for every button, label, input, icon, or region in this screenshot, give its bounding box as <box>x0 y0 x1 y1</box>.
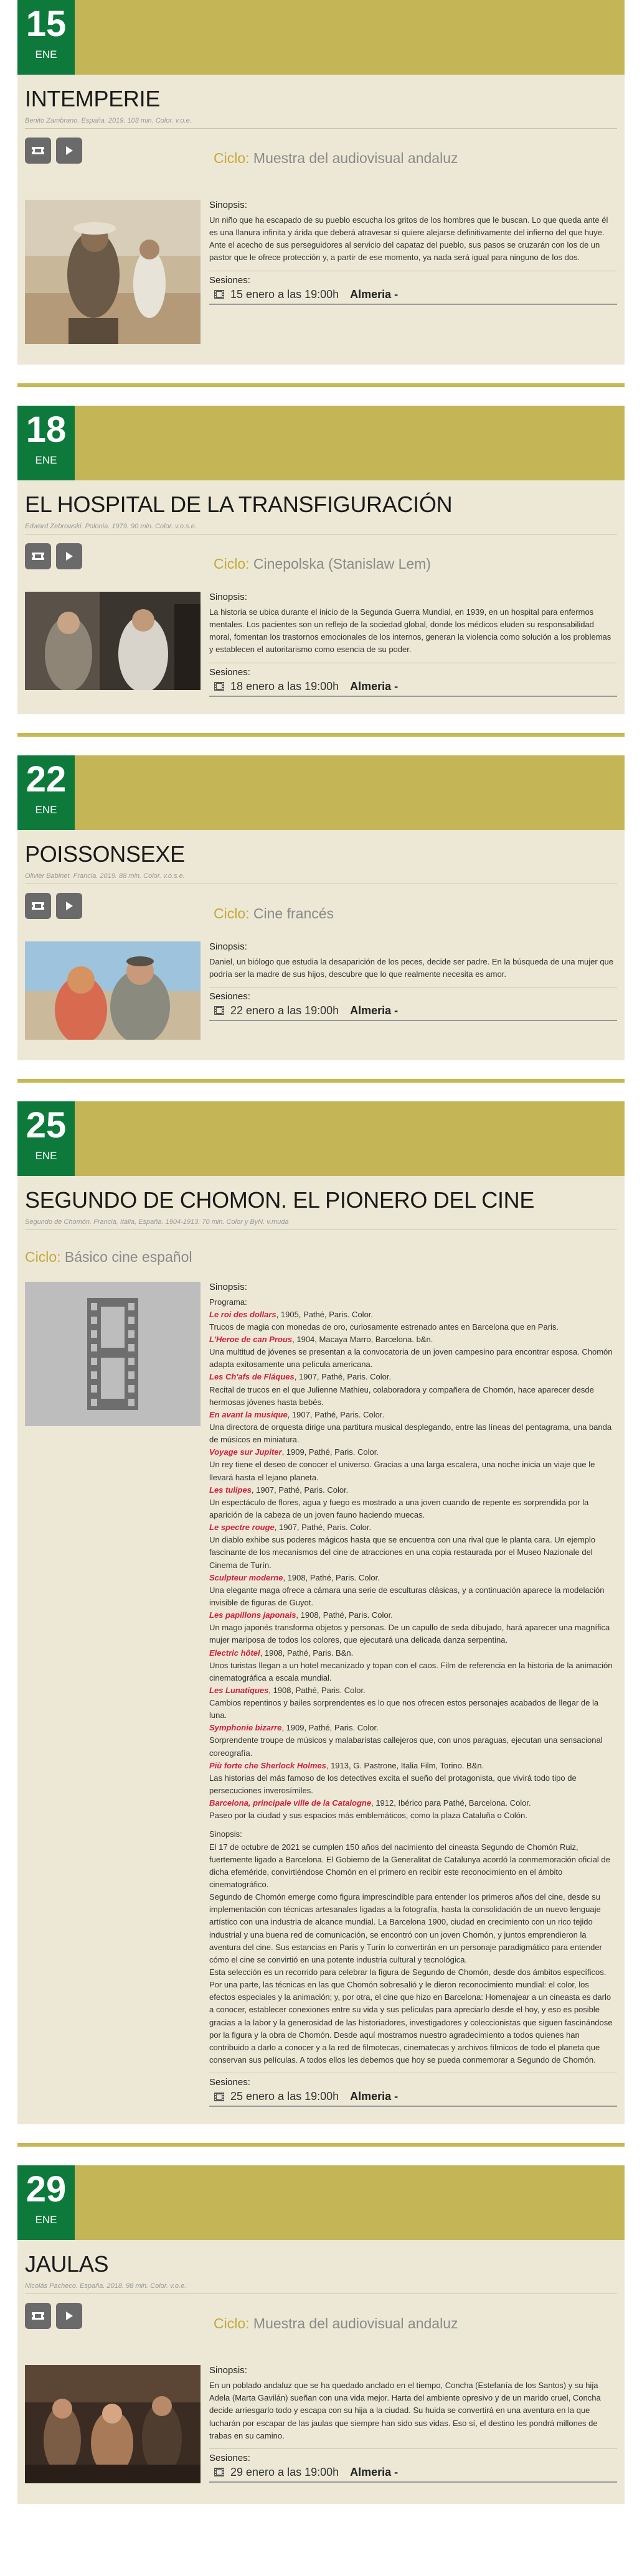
programa-item <box>209 1722 617 1759</box>
separator <box>17 1079 625 1083</box>
film-title: INTEMPERIE <box>25 86 161 111</box>
ticket-button[interactable] <box>25 138 51 164</box>
programa-details: , 1907, Pathé, Paris. Color. <box>287 1409 385 1419</box>
session-date: 29 enero a las 19:00h <box>230 2465 339 2478</box>
programa-item-line <box>209 1309 617 1321</box>
programa-title[interactable]: Più forte che Sherlock Holmes <box>209 1760 326 1770</box>
programa-item <box>209 1446 617 1483</box>
month-label: ENE <box>35 2214 57 2226</box>
film-thumbnail[interactable] <box>25 941 201 1043</box>
programa-details: , 1905, Pathé, Paris. Color. <box>276 1309 374 1319</box>
sinopsis-text: La historia se ubica durante el inicio de la Segunda Guerra Mundial, en 1939, en un hospital para enfermos mentales. Los pacientes son un reflejo de la sociedad global, donde los médicos eluden su responsabilidad moral, fomentan los trastornos emocionales de los internos, generan la violencia como solución a los problemas y establecen el autoritarismo como esencia de su poder. <box>209 607 611 655</box>
film-body <box>17 164 625 347</box>
programa-description: Un diablo exhibe sus poderes mágicos hasta que se encuentra con una rival que le planta cara. Un ejemplo fascinante de los mecanismos del cine de atracciones en una copia restaurada por el Museo Nazionale del Cinema de Turín. <box>209 1535 596 1570</box>
ciclo-name: Básico cine español <box>64 1248 192 1265</box>
play-icon <box>65 551 73 561</box>
programa-description: Una directora de orquesta dirige una partitura musical desplegando, entre las líneas del pentagrama, una banda de músicos en miniatura. <box>209 1422 612 1445</box>
programa-item-line <box>209 1684 617 1697</box>
sinopsis-heading: Sinopsis: <box>209 941 247 952</box>
ciclo <box>214 556 431 572</box>
play-button[interactable] <box>56 2303 82 2329</box>
ticket-button[interactable] <box>25 2303 51 2329</box>
sinopsis-text: En un poblado andaluz que se ha quedado anclado en el tiempo, Concha (Estefanía de los Santos) y su hija Adela (Marta Gavilán) sueñan con una vida mejor. Harta del ambiente opresivo y de un marido cruel, Concha decide arriesgarlo todo y escapa con su hija a la ciudad. Su huida se convertirá en una aventura en la que lucharán por escapar de las jaulas que siempre han sido sus vidas. Eso sí, el destino les pondrá millones de trabas en su camino. <box>209 2381 601 2440</box>
day-number: 22 <box>26 758 67 800</box>
programa-details: , 1908, Pathé, Paris. Color. <box>268 1685 366 1695</box>
ciclo-label: Ciclo: <box>214 556 250 572</box>
programa-item <box>209 1572 617 1609</box>
action-icons <box>17 129 625 164</box>
film-meta: Nicolás Pacheco. España. 2018. 98 min. Color. v.o.e. <box>25 2277 617 2294</box>
programa-description: Unos turistas llegan a un hotel mecanizado y topan con el caos. Film de referencia en la historia de la animación cinematográfica a escala mundial. <box>209 1660 613 1682</box>
film-icon <box>214 290 224 299</box>
programa-title[interactable]: Les Ch'afs de Fláques <box>209 1372 295 1382</box>
programa-details: , 1913, G. Pastrone, Italia Film, Torino. B&n. <box>326 1760 484 1770</box>
programa-description: Un mago japonés transforma objetos y personas. De un capullo de seda dibujado, hará aparecer una magnífica mujer mariposa de todos los colores, que ejecutará una delicada danza serpentina. <box>209 1623 610 1645</box>
programa-item-line <box>209 1572 617 1584</box>
film-content <box>209 200 617 347</box>
programa-description: Cambios repentinos y bailes sorprendentes es lo que nos ofrecen estos personajes acabados de llegar de la luna. <box>209 1698 599 1720</box>
ciclo-name: Cinepolska (Stanislaw Lem) <box>253 556 431 572</box>
ciclo-name: Muestra del audiovisual andaluz <box>253 2315 458 2332</box>
day-number: 29 <box>26 2169 67 2210</box>
film-meta: Edward Zebrowski. Polonia. 1979. 90 min. Color. v.o.s.e. <box>25 518 617 534</box>
day-number: 25 <box>26 1104 67 1146</box>
separator <box>17 2143 625 2147</box>
programa-item-line <box>209 1521 617 1534</box>
film-content <box>209 592 617 697</box>
ticket-icon <box>31 146 45 155</box>
ciclo-name: Muestra del audiovisual andaluz <box>253 150 458 166</box>
session-venue: Almeria - <box>350 2090 399 2103</box>
programa-title[interactable]: Sculpteur moderne <box>209 1572 283 1582</box>
action-icons <box>17 534 625 572</box>
month-label: ENE <box>35 803 57 816</box>
still-image <box>25 2365 201 2483</box>
film-body <box>17 569 625 697</box>
ciclo <box>17 1230 625 1266</box>
session-row[interactable] <box>209 678 617 697</box>
programa-description: Una elegante maga ofrece a cámara una serie de esculturas clásicas, y a continuación aparece la modelación invisible de figuras de Guyot. <box>209 1585 605 1607</box>
programa-details: , 1912, Ibérico para Pathé, Barcelona. Color. <box>371 1798 531 1808</box>
ciclo <box>214 905 334 922</box>
sinopsis-text: Un niño que ha escapado de su pueblo escucha los gritos de los hombres que le buscan. Lo que queda ante él es una llanura infinita y árida que deberá atravesar si quiere alejarse definitivamente del infierno del que huye. Ante el acecho de sus perseguidores al servicio del capataz del pueblo, sus pasos se cruzarán con los de un pastor que le ofrece protección y, a partir de ese momento, ya nada será igual para ninguno de los dos. <box>209 215 608 263</box>
programa-description: Un rey tiene el deseo de conocer el universo. Gracias a una larga escalera, una noche inicia un viaje que le llevará hasta el lejano planeta. <box>209 1460 595 1482</box>
programa-title[interactable]: Barcelona, principale ville de la Catalogne <box>209 1798 372 1808</box>
play-button[interactable] <box>56 138 82 164</box>
ticket-button[interactable] <box>25 543 51 569</box>
programa-item <box>209 1484 617 1521</box>
film-icon <box>214 2468 224 2476</box>
session-venue: Almeria - <box>350 2465 399 2478</box>
session-row[interactable] <box>209 1002 617 1021</box>
programa-item <box>209 1521 617 1572</box>
programa-item <box>209 1371 617 1408</box>
programa-description: Trucos de magia con monedas de oro, curiosamente estrenado antes en Barcelona que en Paris. <box>209 1322 559 1332</box>
film-card <box>17 406 625 714</box>
sesiones-heading: Sesiones: <box>209 2077 250 2088</box>
programa-title[interactable]: Symphonie bizarre <box>209 1723 282 1733</box>
programa-description: Las historias del más famoso de los detectives excita el sueño del protagonista, que vivirá todo tipo de persecuciones inverosímiles. <box>209 1773 577 1796</box>
programa-item-line <box>209 1484 617 1496</box>
programa-item-line <box>209 1371 617 1383</box>
programa-title[interactable]: Electric hôtel <box>209 1648 260 1658</box>
session-date: 15 enero a las 19:00h <box>230 287 339 301</box>
sinopsis-text: El 17 de octubre de 2021 se cumplen 150 años del nacimiento del cineasta Segundo de Chomón Ruiz, fuertemente ligado a Barcelona. El Gobierno de la Generalitat de Catalunya acordó la conmemoración oficial de dicha efeméride, convirtiéndose Chomón en el primero en recibir este reconocimiento en el ámbito cinematográfico. Segundo de Chomón emerge como figura imprescindible para entender los primeros años del cine, desde su implementación con técnicas artesanales ligadas a la fotografía, hasta la consolidación de un nuevo lenguaje artístico con una industria de alcance mundial. La Barcelona 1900, ciudad en crecimiento con un rico tejido industrial y una buena red de comunicación, se encontró con un joven Chomón, y juntos emprendieron la aventura del cine. Sus estancias en París y Turín lo convertirán en un personaje paradigmático para entender cómo el cine se convirtió en una potente industria cultural y tecnológica. Esta selección es un recorrido para celebrar la figura de Segundo de Chomón, desde dos ámbitos específicos. Por una parte, las técnicas en las que Chomón sobresalió y le dieron reconocimiento mundial: el color, los efectos especiales y la animación; y, por otra, el cine que hizo en Barcelona: Homenajear a un cineasta es darlo a conocer, establecer conexiones entre su vida y sus películas para apreciarlo desde el hoy, y eso es posible gracias a la labor y la generosidad de las historiadores, investigadores y coleccionistas que siguen fascinándose por la figura y la obra de Chomón. Desde aquí mostramos nuestro agradecimiento a todos quienes han contribuido a darlo a conocer y a la red de filmotecas, cinematecas y archivos fílmicos de todo el planeta que conservan sus películas. A todos ellos les debemos que hoy se pueda conmemorar a Segundo de Chomón. <box>209 1842 613 2065</box>
programa-item <box>209 1760 617 1797</box>
film-card <box>17 2165 625 2504</box>
programa-details: , 1909, Pathé, Paris. Color. <box>281 1447 379 1457</box>
sinopsis-heading: Sinopsis: <box>209 200 247 210</box>
film-body <box>17 1266 625 2107</box>
ticket-icon <box>31 552 45 561</box>
session-row[interactable] <box>209 286 617 305</box>
programa-item-line <box>209 1760 617 1772</box>
film-title: SEGUNDO DE CHOMON. EL PIONERO DEL CINE <box>25 1187 535 1213</box>
programa-label: Programa: <box>209 1297 247 1307</box>
date-box <box>17 406 75 480</box>
film-icon <box>214 2093 224 2101</box>
programa-details: , 1904, Macaya Marro, Barcelona. b&n. <box>292 1334 433 1344</box>
film-body <box>17 2329 625 2486</box>
sinopsis2-heading: Sinopsis: <box>209 1829 242 1839</box>
month-label: ENE <box>35 454 57 466</box>
programa-details: , 1908, Pathé, Paris. B&n. <box>260 1648 354 1658</box>
day-number: 18 <box>26 409 67 450</box>
programa-title[interactable]: Les papillons japonais <box>209 1610 296 1620</box>
sinopsis-heading: Sinopsis: <box>209 1281 247 1292</box>
action-icons <box>17 2294 625 2332</box>
session-date: 18 enero a las 19:00h <box>230 679 339 693</box>
programa-item <box>209 1409 617 1446</box>
sesiones-heading: Sesiones: <box>209 991 250 1002</box>
programa-item-line <box>209 1647 617 1659</box>
action-icons <box>17 884 625 922</box>
play-icon <box>65 901 73 911</box>
session-venue: Almeria - <box>350 679 399 693</box>
programa-description: Un espectáculo de flores, agua y fuego es mostrado a una joven cuando de repente es sorprendida por la aparición de la cabeza de un joven fauno haciendo muecas. <box>209 1497 589 1519</box>
session-venue: Almeria - <box>350 287 399 301</box>
programa-title[interactable]: En avant la musique <box>209 1409 288 1419</box>
ciclo-label: Ciclo: <box>214 905 250 922</box>
ciclo <box>214 2315 458 2332</box>
ciclo-name: Cine francés <box>253 905 334 922</box>
date-banner <box>17 755 625 830</box>
programa-description: Paseo por la ciudad y sus espacios más emblemáticos, como la plaza Cataluña o Colón. <box>209 1811 527 1821</box>
film-icon <box>214 682 224 691</box>
ticket-button[interactable] <box>25 893 51 919</box>
session-venue: Almeria - <box>350 1004 399 1017</box>
film-card <box>17 1101 625 2125</box>
programa-title[interactable]: L'Heroe de can Prous <box>209 1334 293 1344</box>
sesiones <box>209 271 617 305</box>
sesiones <box>209 2448 617 2483</box>
ticket-icon <box>31 2312 45 2320</box>
ticket-icon <box>31 902 45 910</box>
still-image <box>25 200 201 344</box>
ciclo-label: Ciclo: <box>25 1248 61 1265</box>
sesiones <box>209 987 617 1021</box>
session-row[interactable] <box>209 2463 617 2483</box>
programa-details: , 1909, Pathé, Paris. Color. <box>281 1723 379 1733</box>
film-title: POISSONSEXE <box>25 841 185 867</box>
programa-item <box>209 1333 617 1371</box>
separator <box>17 733 625 737</box>
sesiones-heading: Sesiones: <box>209 274 250 286</box>
programa-item-line <box>209 1722 617 1734</box>
date-banner <box>17 1101 625 1176</box>
film-thumbnail[interactable] <box>25 200 201 347</box>
programa-title[interactable]: Les Lunatiques <box>209 1685 269 1695</box>
sesiones-heading: Sesiones: <box>209 2452 250 2463</box>
play-button[interactable] <box>56 893 82 919</box>
programa-title[interactable]: Les tulipes <box>209 1485 252 1495</box>
separator <box>17 383 625 387</box>
date-banner <box>17 2165 625 2240</box>
month-label: ENE <box>35 49 57 60</box>
programa-description: Sorprendente troupe de músicos y malabaristas callejeros que, con unos paraguas, ejecutan una sensacional coreografía. <box>209 1735 603 1758</box>
programa-item <box>209 1684 617 1722</box>
film-card <box>17 755 625 1060</box>
programa-item-line <box>209 1609 617 1622</box>
sinopsis-heading: Sinopsis: <box>209 2365 247 2376</box>
programa-details: , 1908, Pathé, Paris. Color. <box>296 1610 393 1620</box>
date-banner <box>17 406 625 480</box>
programa <box>209 1296 617 1822</box>
film-content <box>209 941 617 1043</box>
date-box <box>17 755 75 830</box>
film-reel-placeholder-icon <box>25 1282 201 1426</box>
programa-list <box>209 1309 617 1822</box>
session-date: 25 enero a las 19:00h <box>230 2090 339 2103</box>
date-box <box>17 0 75 75</box>
film-body <box>17 919 625 1043</box>
programa-title[interactable]: Voyage sur Jupiter <box>209 1447 282 1457</box>
sesiones <box>209 663 617 697</box>
programa-title[interactable]: Le roi des dollars <box>209 1309 276 1319</box>
programa-item-line <box>209 1797 617 1809</box>
still-image <box>25 941 201 1040</box>
programa-item <box>209 1797 617 1822</box>
programa-details: , 1908, Pathé, Paris. Color. <box>283 1572 380 1582</box>
programa-item <box>209 1609 617 1646</box>
programa-item <box>209 1647 617 1684</box>
film-thumbnail[interactable] <box>25 592 201 697</box>
sesiones-heading: Sesiones: <box>209 666 250 678</box>
film-meta: Segundo de Chomón. Francia, Italia, España. 1904-1913. 70 min. Color y ByN. v.muda <box>25 1213 617 1230</box>
film-content <box>209 1282 617 2107</box>
programa-details: , 1907, Pathé, Paris. Color. <box>274 1523 372 1533</box>
date-box <box>17 1101 75 1176</box>
film-thumbnail[interactable] <box>25 2365 201 2486</box>
ciclo-label: Ciclo: <box>214 150 250 166</box>
ciclo <box>214 150 458 167</box>
session-row[interactable] <box>209 2088 617 2107</box>
film-title: EL HOSPITAL DE LA TRANSFIGURACIÓN <box>25 492 453 517</box>
play-icon <box>65 146 73 156</box>
film-card <box>17 0 625 365</box>
still-image <box>25 592 201 690</box>
programa-details: , 1907, Pathé, Paris. Color. <box>294 1372 392 1382</box>
day-number: 15 <box>26 4 67 44</box>
date-box <box>17 2165 75 2240</box>
ciclo-label: Ciclo: <box>214 2315 250 2332</box>
film-content <box>209 2365 617 2486</box>
film-meta: Benito Zambrano. España. 2019. 103 min. Color. v.o.e. <box>25 112 617 129</box>
month-label: ENE <box>35 1149 57 1162</box>
programa-title[interactable]: Le spectre rouge <box>209 1523 275 1533</box>
programa-item-line <box>209 1333 617 1346</box>
play-icon <box>65 2311 73 2321</box>
programa-item-line <box>209 1409 617 1421</box>
date-banner <box>17 0 625 75</box>
programa-item <box>209 1309 617 1333</box>
programa-details: , 1907, Pathé, Paris. Color. <box>251 1485 349 1495</box>
programa-description: Una multitud de jóvenes se presentan a la convocatoria de un joven campesino para encontrar esposa. Chomón adapta exitosamente una película americana. <box>209 1347 613 1370</box>
sinopsis-text: Daniel, un biólogo que estudia la desaparición de los peces, decide ser padre. En la búsqueda de una mujer que podría ser la madre de sus hijos, descubre que lo que realmente necesita es amor. <box>209 956 614 979</box>
film-thumbnail[interactable] <box>25 1282 201 2107</box>
session-date: 22 enero a las 19:00h <box>230 1004 339 1017</box>
sesiones <box>209 2073 617 2107</box>
film-title: JAULAS <box>25 2251 109 2277</box>
programa-description: Recital de trucos en el que Julienne Mathieu, colaboradora y compañera de Chomón, hace aparecer desde hermosas jóvenes hasta bebés. <box>209 1384 594 1407</box>
film-icon <box>214 1006 224 1015</box>
sinopsis-heading: Sinopsis: <box>209 592 247 602</box>
programa-item-line <box>209 1446 617 1458</box>
play-button[interactable] <box>56 543 82 569</box>
film-meta: Olivier Babinet. Francia. 2019. 88 min. Color. v.o.s.e. <box>25 867 617 884</box>
